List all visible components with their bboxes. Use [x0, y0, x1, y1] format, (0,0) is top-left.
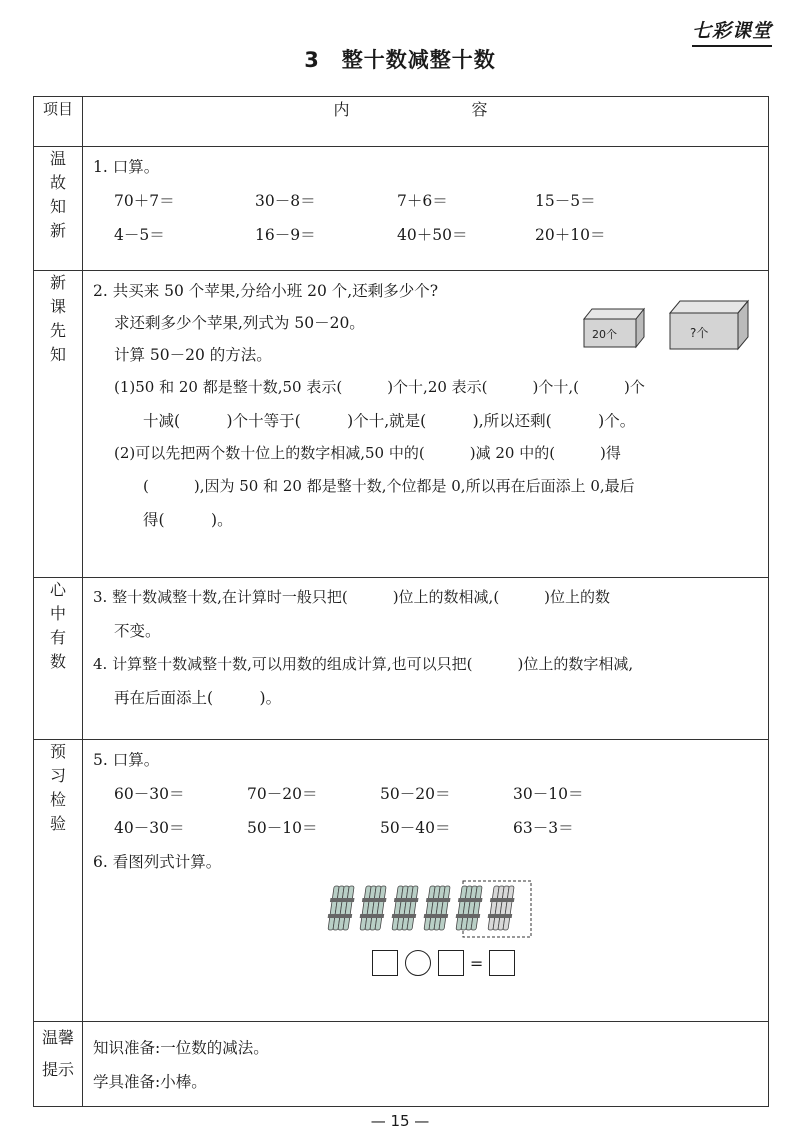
label-char: 中 — [49, 604, 66, 623]
apple-boxes-illustration — [578, 297, 768, 359]
review-label — [34, 147, 83, 271]
label-char: 故 — [49, 173, 66, 192]
text-line: ( ),因为 50 和 20 都是整十数,个位都是 0,所以再在后面添上 0,最后 — [143, 477, 635, 495]
question-6: 6. 看图列式计算。 — [93, 853, 222, 871]
page-title: 3 整十数减整十数 — [304, 48, 496, 72]
text-line: (2)可以先把两个数十位上的数字相减,50 中的( )减 20 中的( )得 — [114, 444, 621, 462]
equals-sign: = — [469, 953, 484, 973]
header-label-cell — [34, 97, 83, 147]
calc-row — [83, 782, 768, 806]
calc-item: 70＋7＝ — [114, 192, 175, 210]
calc-item: 50－40＝ — [380, 819, 451, 837]
answer-equation — [372, 950, 515, 976]
label-char: 知 — [49, 197, 66, 216]
calc-item: 40－30＝ — [114, 819, 185, 837]
label-char: 课 — [49, 297, 66, 316]
label-char: 温 — [49, 149, 66, 168]
brand-logo: 七彩课堂 — [692, 16, 772, 47]
box-label: 20个 — [592, 328, 617, 341]
label-char: 检 — [49, 790, 66, 809]
stick-bundle-icon — [456, 886, 483, 930]
page-number: — 15 — — [370, 1112, 430, 1130]
calc-item: 15－5＝ — [535, 192, 596, 210]
new-lesson-content — [83, 271, 769, 578]
box-icon — [670, 301, 748, 349]
review-content — [83, 147, 769, 271]
label-char: 心 — [49, 580, 66, 599]
calc-item: 60－30＝ — [114, 785, 185, 803]
label-text: 提示 — [41, 1060, 74, 1079]
calc-item: 30－10＝ — [513, 785, 584, 803]
header-content-cell — [83, 97, 769, 147]
calc-item: 7＋6＝ — [397, 192, 448, 210]
tips-content — [83, 1022, 769, 1107]
calc-row — [83, 816, 768, 840]
question-4: 4. 计算整十数减整十数,可以用数的组成计算,也可以只把( )位上的数字相减, — [93, 655, 634, 673]
header-label: 项目 — [42, 100, 73, 118]
worksheet-table — [33, 96, 769, 1107]
answer-box[interactable] — [489, 950, 515, 976]
label-char: 知 — [49, 345, 66, 364]
label-char: 新 — [49, 221, 66, 240]
stick-bundle-icon — [488, 886, 515, 930]
box-label: ?个 — [690, 326, 709, 340]
header-content: 内 容 — [333, 100, 518, 119]
calc-item: 40＋50＝ — [397, 226, 468, 244]
stick-bundles-illustration — [327, 880, 533, 938]
calc-item: 4－5＝ — [114, 226, 165, 244]
question-1: 1. 口算。 — [93, 158, 160, 176]
mind-content — [83, 578, 769, 740]
calc-item: 20＋10＝ — [535, 226, 606, 244]
label-char: 预 — [49, 742, 66, 761]
operator-circle[interactable] — [405, 950, 431, 976]
calc-item: 16－9＝ — [255, 226, 316, 244]
text-line: 求还剩多少个苹果,列式为 50－20。 — [114, 314, 365, 332]
mind-label — [34, 578, 83, 740]
preview-label — [34, 740, 83, 1022]
text-line: 十减( )个十等于( )个十,就是( ),所以还剩( )个。 — [143, 412, 636, 430]
calc-item: 50－20＝ — [380, 785, 451, 803]
new-lesson-label — [34, 271, 83, 578]
preview-content — [83, 740, 769, 1022]
label-char: 习 — [49, 766, 66, 785]
text-line: 再在后面添上( )。 — [114, 689, 282, 707]
calc-row — [83, 223, 768, 247]
tip-line: 学具准备:小棒。 — [93, 1073, 207, 1091]
label-char: 先 — [49, 321, 66, 340]
calc-item: 63－3＝ — [513, 819, 574, 837]
calc-item: 30－8＝ — [255, 192, 316, 210]
answer-box[interactable] — [372, 950, 398, 976]
calc-item: 50－10＝ — [247, 819, 318, 837]
tip-line: 知识准备:一位数的减法。 — [93, 1039, 269, 1057]
stick-bundle-icon — [360, 886, 387, 930]
calc-item: 70－20＝ — [247, 785, 318, 803]
text-line: 不变。 — [114, 622, 161, 640]
question-5: 5. 口算。 — [93, 751, 160, 769]
calc-row — [83, 189, 768, 213]
text-line: 得( )。 — [143, 511, 233, 529]
question-3: 3. 整十数减整十数,在计算时一般只把( )位上的数相减,( )位上的数 — [93, 588, 611, 606]
tips-label — [34, 1022, 83, 1107]
label-char: 验 — [49, 814, 66, 833]
box-icon — [584, 309, 644, 347]
stick-bundle-icon — [424, 886, 451, 930]
label-text: 温馨 — [41, 1028, 74, 1047]
question-2: 2. 共买来 50 个苹果,分给小班 20 个,还剩多少个? — [93, 282, 439, 300]
text-line: (1)50 和 20 都是整十数,50 表示( )个十,20 表示( )个十,( )个 — [114, 378, 645, 396]
label-char: 新 — [49, 273, 66, 292]
label-char: 数 — [49, 652, 66, 671]
text-line: 计算 50－20 的方法。 — [114, 346, 272, 364]
stick-bundle-icon — [392, 886, 419, 930]
stick-bundle-icon — [328, 886, 355, 930]
label-char: 有 — [49, 628, 66, 647]
answer-box[interactable] — [438, 950, 464, 976]
